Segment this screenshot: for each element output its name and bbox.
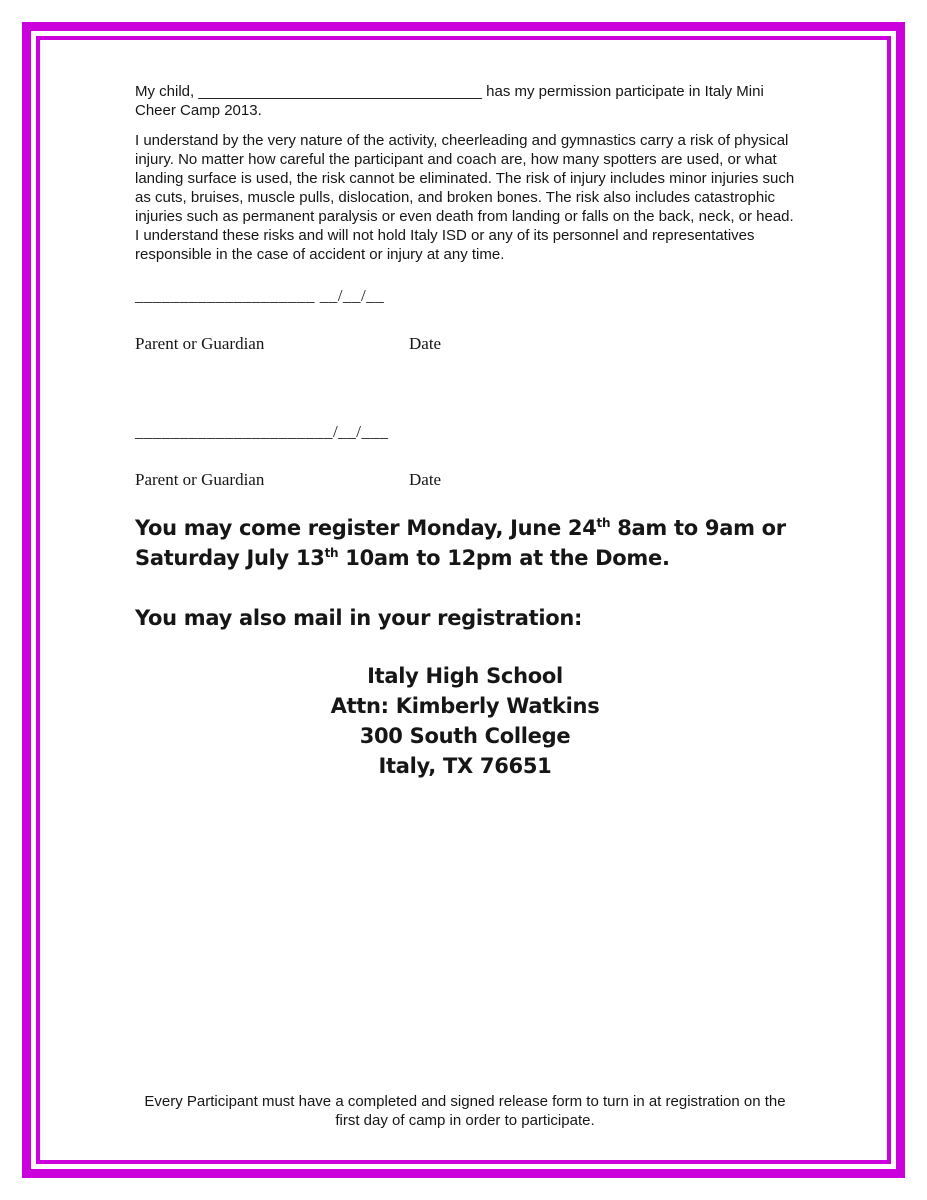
address-city-state-zip: Italy, TX 76651	[378, 754, 552, 778]
register-line1-text: You may come register Monday, June 24	[135, 516, 597, 540]
inner-border-frame	[36, 36, 891, 1164]
registration-times	[135, 513, 795, 573]
signature-line-2: ______________________/__/___	[135, 422, 389, 441]
outer-border-frame	[22, 22, 905, 1178]
parent-guardian-label-1: Parent or Guardian	[135, 334, 265, 353]
liability-release-paragraph: I understand by the very nature of the activity, cheerleading and gymnastics carry a risk of physical injury. No matter how careful the participant and coach are, how many spotters are used, or what landing surface is used, the risk cannot be eliminated. The risk of injury includes minor injuries such as cuts, bruises, muscle pulls, dislocation, and broken bones. The risk also includes catastrophic injuries such as permanent paralysis or even death from landing or falls on the back, neck, or head. I understand these risks and will not hold Italy ISD or any of its personnel and representatives responsible in the case of accident or injury at any time.	[135, 132, 795, 263]
registration-times-line2	[135, 543, 795, 573]
page-content	[40, 40, 887, 1160]
permission-statement-line2: Cheer Camp 2013.	[135, 102, 262, 119]
permission-suffix: has my permission participate in Italy Mini	[482, 83, 764, 100]
register-line2-text: Saturday July 13	[135, 546, 325, 570]
signature-labels-1	[135, 333, 795, 355]
date-label-2: Date	[409, 470, 442, 489]
footer-note-line2: first day of camp in order to participate.	[335, 1112, 595, 1129]
address-attn: Attn: Kimberly Watkins	[330, 694, 600, 718]
register-line2-ordinal: th	[324, 546, 339, 560]
footer-note-line1: Every Participant must have a completed and signed release form to turn in at registration on the	[144, 1093, 786, 1110]
register-line1-ordinal: th	[596, 516, 611, 530]
footer-note	[135, 1092, 795, 1130]
signature-labels-2	[135, 469, 795, 491]
registration-times-line1	[135, 513, 795, 543]
permission-statement	[135, 82, 795, 120]
child-name-blank: __________________________________	[198, 83, 482, 100]
mailing-address	[135, 661, 795, 781]
permission-statement-line1	[135, 82, 795, 101]
address-school: Italy High School	[367, 664, 563, 688]
signature-line-1: ____________________ __/__/__	[135, 286, 385, 305]
register-line2-text2: 10am to 12pm at the Dome.	[338, 546, 670, 570]
date-label-1: Date	[409, 334, 442, 353]
permission-prefix: My child,	[135, 83, 199, 100]
register-line1-text2: 8am to 9am or	[610, 516, 786, 540]
mail-in-intro: You may also mail in your registration:	[135, 606, 583, 630]
address-street: 300 South College	[359, 724, 571, 748]
parent-guardian-label-2: Parent or Guardian	[135, 470, 265, 489]
